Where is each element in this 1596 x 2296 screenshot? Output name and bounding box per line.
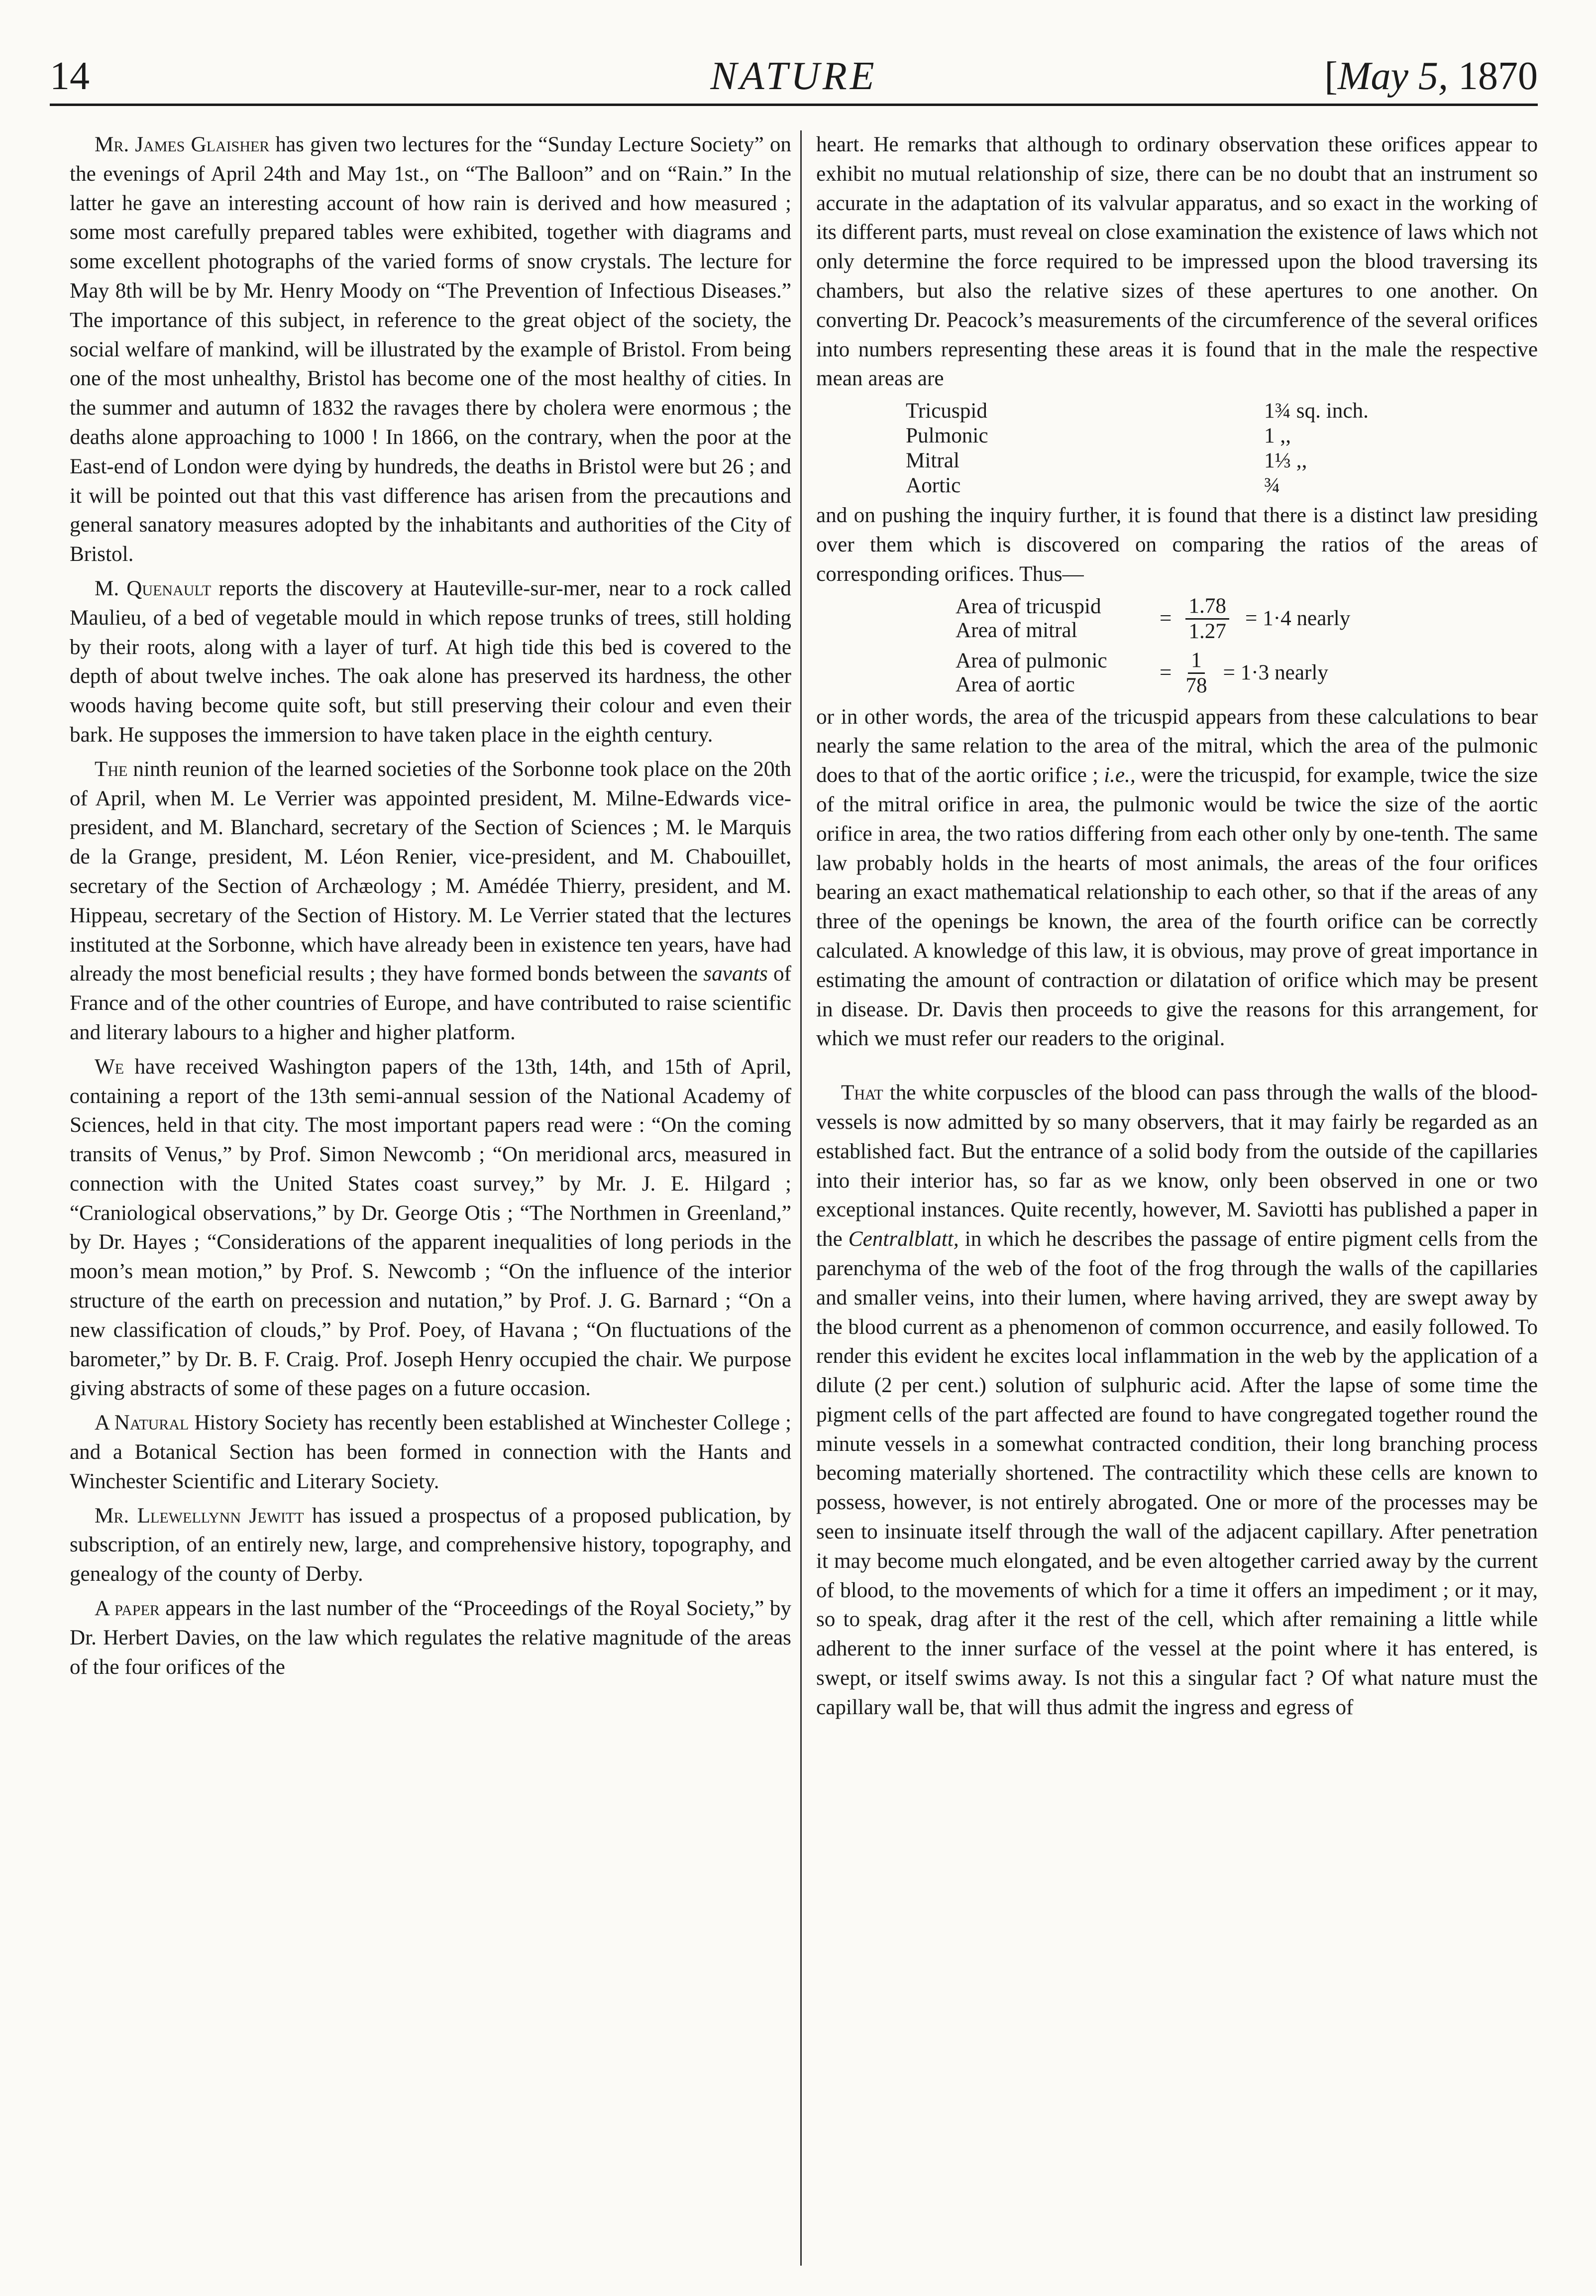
area-name: Pulmonic xyxy=(906,424,988,448)
area-name: Aortic xyxy=(906,474,961,498)
column-divider xyxy=(800,130,802,2266)
paragraph-winchester xyxy=(70,1409,791,1496)
italic-term: Centralblatt, xyxy=(848,1227,959,1251)
paragraph-text: reports the discovery at Hauteville-sur-mer, near to a rock called Maulieu, of a bed of vegetable mould in which repose trunks of trees, still holding by their roots, along with a layer of turf. At high tide this bed is covered to the depth of about twelve inches. The oak alone has preserved its hardness, the other woods having become quite soft, but still preserving their colour and even their bark. He supposes the immersion to have taken place in the eighth century. xyxy=(70,576,791,747)
italic-term: savants xyxy=(703,962,768,986)
page-number: 14 xyxy=(50,54,90,98)
fraction xyxy=(1185,649,1207,698)
denominator: 1.27 xyxy=(1188,619,1226,643)
equals-sign: = xyxy=(1160,606,1172,630)
ratio-tricuspid-mitral xyxy=(956,594,1538,644)
ratio-pulmonic-aortic xyxy=(956,649,1538,698)
paragraph-text: has given two lectures for the “Sunday Lecture Society” on the evenings of April 24th and May 1st., on “The Balloon” and on “Rain.” In the latter he gave an interesting account of how rain is derived and how measured ; some most carefully prepared tables were exhibited, together with diagrams and some excellent photographs of the varied forms of snow crystals. The lecture for May 8th will be by Mr. Henry Moody on “The Prevention of Infectious Diseases.” The importance of this subject, in reference to the great object of the society, the social welfare of mankind, will be illustrated by the example of Bristol. From being one of the most unhealthy, Bristol has become one of the most healthy of cities. In the summer and autumn of 1832 the ravages there by cholera were enormous ; the deaths alone approaching to 1000 ! In 1866, on the contrary, when the poor at the East-end of London were dying by hundreds, the deaths in Bristol were but 26 ; and it will be pointed out that this vast difference has arisen from the precautions and general sanatory measures adopted by the inhabitants and authorities of the City of Bristol. xyxy=(70,133,791,566)
paragraph-sorbonne xyxy=(70,755,791,1048)
lead-in: Mr. Llewellynn Jewitt xyxy=(95,1504,304,1528)
lead-in: A paper xyxy=(95,1597,160,1621)
date-month-day: May 5, xyxy=(1337,54,1448,98)
date-bracket: [ xyxy=(1324,54,1338,98)
area-value: 1 ,, xyxy=(1264,424,1291,448)
area-value: 1⅓ ,, xyxy=(1264,449,1307,473)
paragraph-text: History Society has recently been established at Winchester College ; and a Botanical Section has been formed in connection with the Hants and Winchester Scientific and Literary Society. xyxy=(70,1411,791,1493)
paragraph-text: in which he describes the passage of entire pigment cells from the parenchyma of the web of the foot of the frog through the walls of the capillaries and smaller veins, into their lumen, where having arrived, they are swept away by the blood current as a phenomenon of common occurrence, and easily followed. To render this evident he excites local inflammation in the web by the application of a dilute (2 per cent.) solution of sulphuric acid. After the lapse of some time the pigment cells of the part affected are found to have congregated together round the minute vessels in a somewhat contracted condition, their long branching process becoming materially shortened. The contractility which these cells are known to possess, however, is not entirely abrogated. One or more of the processes may be seen to insinuate itself through the wall of the adjacent capillary. After penetration it may become much elongated, and be even altogether carried away by the current of blood, to the movements of which for a time it offers an impediment ; or it may, so to speak, drag after it the rest of the cell, which after remaining a little while adherent to the inner surface of the vessel at the point where it has entered, is swept, or itself swims away. Is not this a singular fact ? Of what nature must the capillary wall be, that will thus admit the ingress and egress of xyxy=(816,1227,1538,1719)
lead-in: Mr. James Glaisher xyxy=(95,133,270,156)
paragraph-glaisher xyxy=(70,130,791,569)
equals-sign: = xyxy=(1160,660,1172,684)
area-name: Mitral xyxy=(906,449,959,473)
left-column xyxy=(70,130,791,2266)
lead-in: M. Quenault xyxy=(95,576,212,600)
orifice-areas-table xyxy=(906,399,1538,498)
paragraph-text: heart. He remarks that although to ordinary observation these orifices appear to exhibit no mutual relationship of size, there can be no doubt that an instrument so accurate in the adaptation of its valvular apparatus, and so exact in the working of its different parts, must reveal on close examination the existence of laws which not only determine the force required to be impressed upon the blood traversing its chambers, but also the relative sizes of these apertures to one another. On converting Dr. Peacock’s measurements of the circumference of the several orifices into numbers representing these areas it is found that in the male the respective mean areas are xyxy=(816,133,1538,391)
ratio-label-top: Area of tricuspid xyxy=(956,595,1101,619)
area-value: ¾ xyxy=(1264,474,1280,498)
ratio-label-bottom: Area of mitral xyxy=(956,619,1077,643)
paragraph-inquiry xyxy=(816,501,1538,589)
paragraph-text: were the tricuspid, for example, twice the size of the mitral orifice in area, the pulmonic would be twice the size of the aortic orifice in area, the two ratios differing from each other only by one-tenth. The same law probably holds in the hearts of most animals, the areas of the four orifices bearing an exact mathematical relationship to each other, so that if the areas of any three of the openings be known, the area of the fourth orifice can be correctly calculated. A knowledge of this law, it is obvious, may prove of great importance in estimating the amount of contraction or dilatation of orifice which may be present in disease. Dr. Davis then proceeds to give the reasons for this arrangement, for which we must refer our readers to the original. xyxy=(816,764,1538,1051)
paragraph-text: has issued a prospectus of a proposed publication, by subscription, of an entirely new, large, and comprehensive history, topography, and genealogy of the county of Derby. xyxy=(70,1504,791,1586)
lead-in: That xyxy=(841,1081,883,1105)
date-year: 1870 xyxy=(1458,54,1538,98)
paragraph-quenault xyxy=(70,574,791,750)
paragraph-davies xyxy=(70,1594,791,1682)
lead-in: A Natural xyxy=(95,1411,189,1435)
paragraph-text: or in other words, the area of the tricuspid appears from these calculations to bear nearly the same relation to the area of the mitral, which the area of the pulmonic does to that of the aortic orifice ; xyxy=(816,705,1538,787)
denominator: 78 xyxy=(1185,673,1207,697)
numerator: 1 xyxy=(1188,649,1205,674)
paragraph-text: appears in the last number of the “Proceedings of the Royal Society,” by Dr. Herbert Davies, on the law which regulates the relative magnitude of the areas of the four orifices of the xyxy=(70,1597,791,1679)
journal-title: NATURE xyxy=(710,54,877,98)
paragraph-text: have received Washington papers of the 13th, 14th, and 15th of April, containing a report of the 13th semi-annual session of the National Academy of Sciences, held in that city. The most important papers read were : “On the coming transits of Venus,” by Prof. Simon Newcomb ; “On meridional arcs, measured in connection with the United States coast survey,” by Mr. J. E. Hilgard ; “Craniological observations,” by Dr. George Otis ; “The Northmen in Greenland,” by Dr. Hayes ; “Considerations of the apparent inequalities of long periods in the moon’s mean motion,” by Prof. S. Newcomb ; “On the influence of the interior structure of the earth on precession and nutation,” by Prof. J. G. Barnard ; “On a new classification of clouds,” by Prof. Poey, of Havana ; “On fluctuations of the barometer,” by Dr. B. F. Craig. Prof. Joseph Henry occupied the chair. We purpose giving abstracts of some of these pages on a future occasion. xyxy=(70,1055,791,1401)
area-name: Tricuspid xyxy=(906,399,987,423)
paragraph-text: ninth reunion of the learned societies of the Sorbonne took place on the 20th of April, when M. Le Verrier was appointed president, M. Milne-Edwards vice-president, and M. Blanchard, secretary of the Section of Sciences ; M. le Marquis de la Grange, president, M. Léon Renier, vice-president, and M. Chabouillet, secretary of the Section of Archæology ; M. Amédée Thierry, president, and M. Hippeau, secretary of the Section of History. M. Le Verrier stated that the lectures instituted at the Sorbonne, which have already been in existence ten years, have had already the most beneficial results ; they have formed bonds between the xyxy=(70,757,791,986)
area-value: 1¾ sq. inch. xyxy=(1264,399,1369,423)
paragraph-text: the white corpuscles of the blood can pass through the walls of the blood-vessels is now admitted by so many observers, that it may fairly be regarded as an established fact. But the entrance of a solid body from the outside of the capillaries into their interior has, so far as we know, only been observed in one or two exceptional instances. Quite recently, however, M. Saviotti has published a paper in the xyxy=(816,1081,1538,1251)
ratio-result: = 1·4 nearly xyxy=(1245,606,1351,630)
italic-term: i.e., xyxy=(1104,764,1136,787)
paragraph-heart xyxy=(816,130,1538,394)
lead-in: The xyxy=(95,757,128,781)
fraction xyxy=(1185,594,1229,644)
paragraph-text: and on pushing the inquiry further, it is found that there is a distinct law presiding over them which is discovered on comparing the ratios of the areas of corresponding orifices. Thus— xyxy=(816,504,1538,586)
ratio-label-top: Area of pulmonic xyxy=(956,649,1107,673)
numerator: 1.78 xyxy=(1185,594,1229,620)
lead-in: We xyxy=(95,1055,124,1079)
paragraph-jewitt xyxy=(70,1502,791,1589)
paragraph-corpuscles xyxy=(816,1079,1538,1723)
paragraph-washington xyxy=(70,1053,791,1404)
paragraph-ratios xyxy=(816,703,1538,1054)
ratio-result: = 1·3 nearly xyxy=(1223,660,1328,684)
right-column xyxy=(816,130,1538,2266)
paragraph-text: of France and of the other countries of Europe, and have contributed to raise scientific and literary labours to a higher and higher platform. xyxy=(70,962,791,1044)
issue-date xyxy=(1324,49,1538,104)
running-header xyxy=(50,49,1538,106)
ratio-label-bottom: Area of aortic xyxy=(956,673,1075,697)
